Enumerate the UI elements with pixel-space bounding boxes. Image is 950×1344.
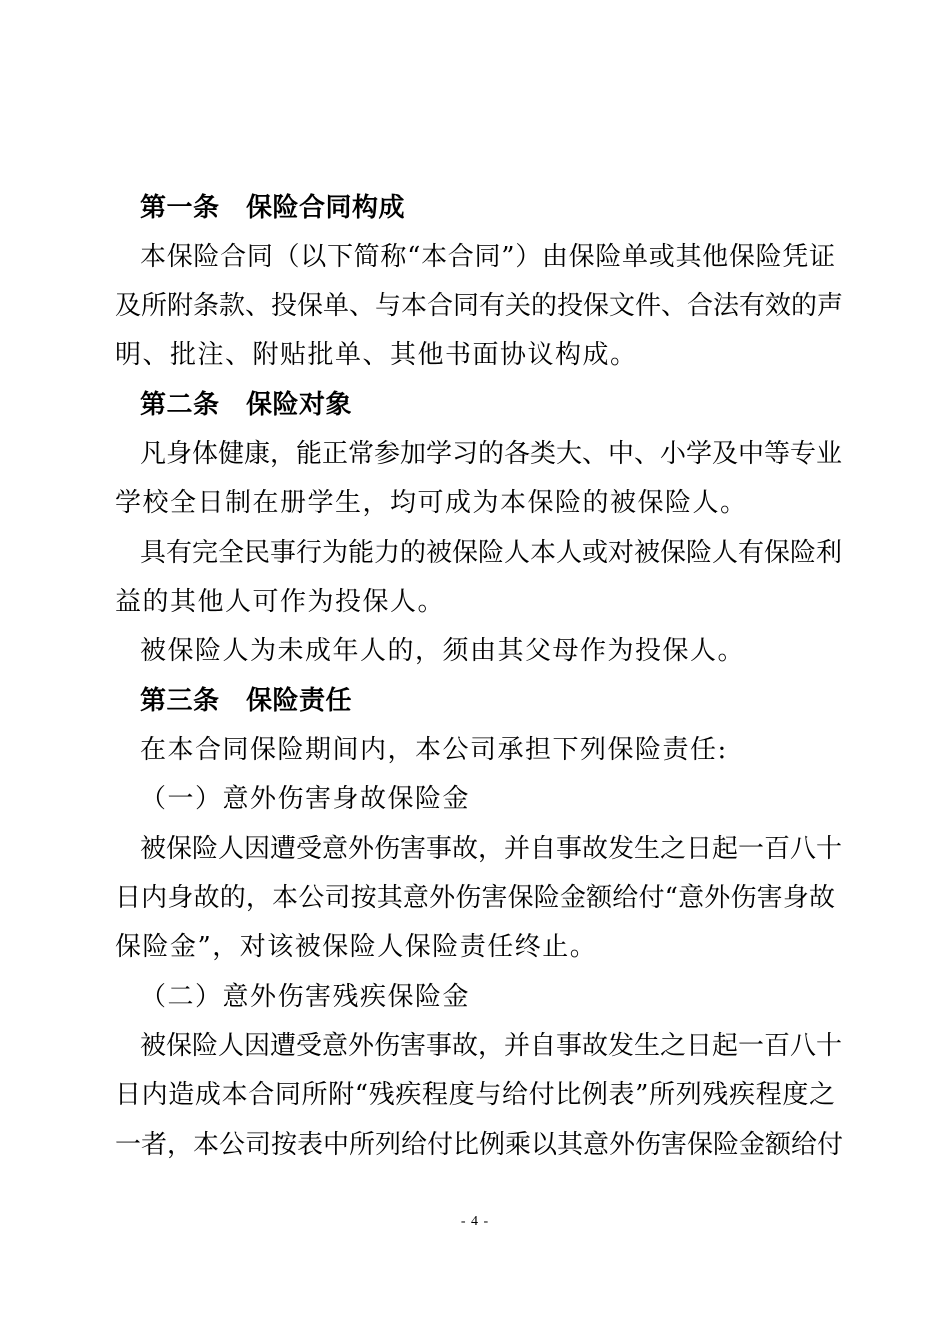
article-3-subsection-1-line-2: 日内身故的，本公司按其意外伤害保险金额给付“意外伤害身故 <box>115 883 835 913</box>
article-2-text-line-5: 被保险人为未成年人的，须由其父母作为投保人。 <box>140 636 746 666</box>
article-1-text-line-1: 本保险合同（以下简称“本合同”）由保险单或其他保险凭证 <box>140 242 835 272</box>
article-2-text-line-2: 学校全日制在册学生，均可成为本保险的被保险人。 <box>115 488 748 518</box>
article-2-text-line-1: 凡身体健康，能正常参加学习的各类大、中、小学及中等专业 <box>140 439 843 469</box>
article-2-text-line-3: 具有完全民事行为能力的被保险人本人或对被保险人有保险利 <box>140 538 843 568</box>
article-3-heading: 第三条 保险责任 <box>140 686 353 716</box>
article-3-subsection-2-title: （二）意外伤害残疾保险金 <box>140 982 471 1012</box>
article-2-heading: 第二条 保险对象 <box>140 390 353 420</box>
article-1-text-line-2: 及所附条款、投保单、与本合同有关的投保文件、合法有效的声 <box>115 291 844 321</box>
article-3-intro: 在本合同保险期间内，本公司承担下列保险责任: <box>140 735 728 765</box>
article-3-subsection-2-line-2: 日内造成本合同所附“残疾程度与给付比例表”所列残疾程度之 <box>115 1080 835 1110</box>
article-3-subsection-1-line-1: 被保险人因遭受意外伤害事故，并自事故发生之日起一百八十 <box>140 834 843 864</box>
article-3-subsection-1-line-3: 保险金”，对该被保险人保险责任终止。 <box>115 932 598 962</box>
article-3-subsection-2-line-1: 被保险人因遭受意外伤害事故，并自事故发生之日起一百八十 <box>140 1031 843 1061</box>
article-3-subsection-1-title: （一）意外伤害身故保险金 <box>140 784 471 814</box>
article-1-heading: 第一条 保险合同构成 <box>140 193 406 223</box>
article-2-text-line-4: 益的其他人可作为投保人。 <box>115 587 446 617</box>
article-1-text-line-3: 明、批注、附贴批单、其他书面协议构成。 <box>115 340 638 370</box>
article-3-subsection-2-line-3: 一者，本公司按表中所列给付比例乘以其意外伤害保险金额给付 <box>115 1130 844 1160</box>
page-number: - 4 - <box>460 1214 490 1229</box>
